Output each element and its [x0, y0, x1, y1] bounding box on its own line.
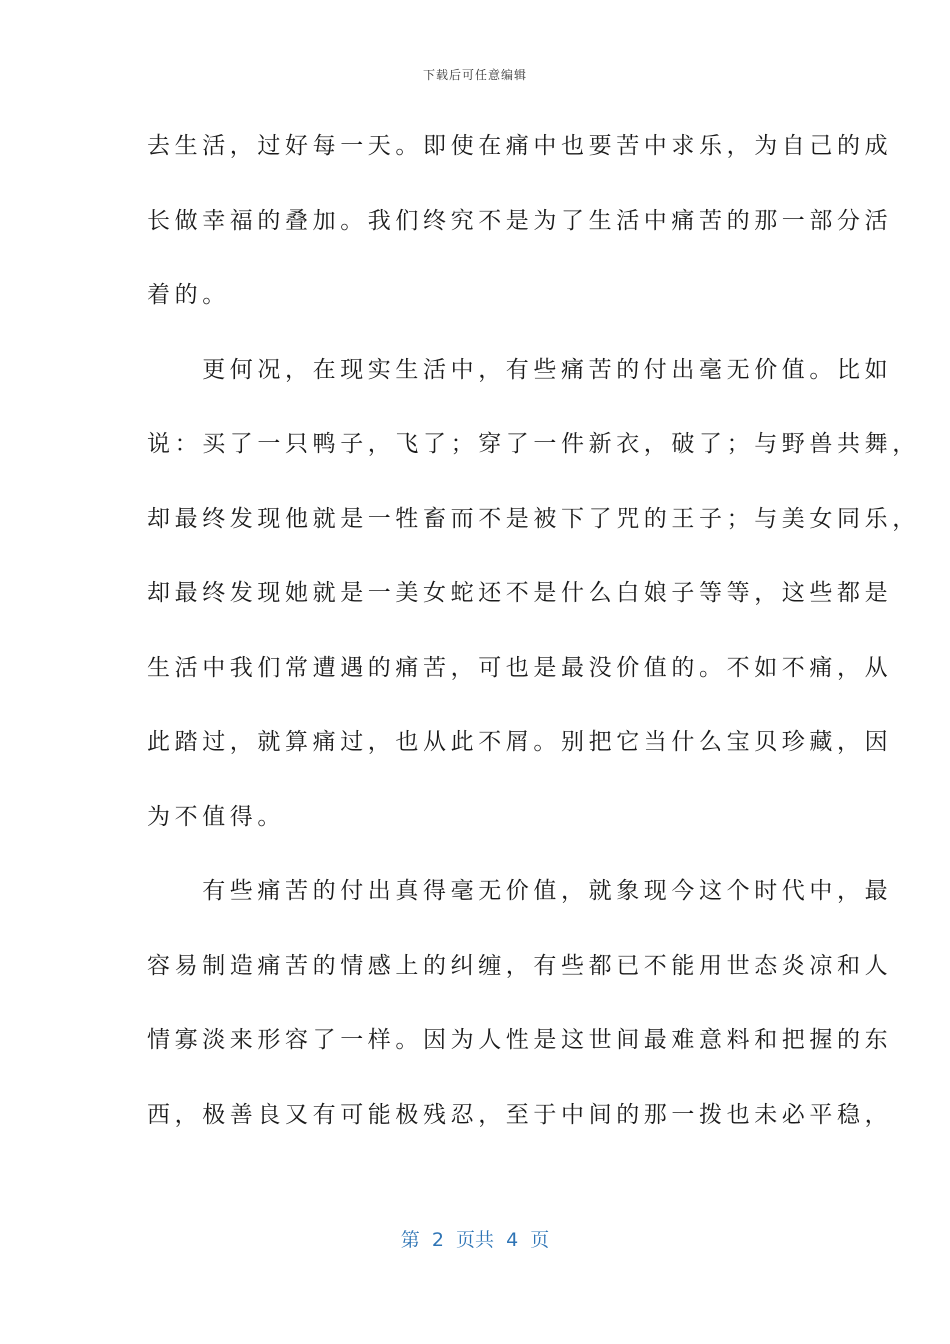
text-line: 着的。 [147, 282, 230, 308]
text-line: 容易制造痛苦的情感上的纠缠，有些都已不能用世态炎凉和人 [147, 952, 893, 979]
text-line: 去生活，过好每一天。即使在痛中也要苦中求乐，为自己的成 [147, 133, 893, 159]
page-number-footer: 第 2 页共 4 页 [400, 1229, 550, 1251]
text-line: 西，极善良又有可能极残忍，至于中间的那一拨也未必平稳， [147, 1101, 893, 1128]
text-line: 说：买了一只鸭子，飞了；穿了一件新衣，破了；与野兽共舞， [147, 431, 920, 457]
text-line: 却最终发现她就是一美女蛇还不是什么白娘子等等，这些都是 [147, 580, 893, 606]
text-line: 生活中我们常遭遇的痛苦，可也是最没价值的。不如不痛，从 [147, 654, 893, 681]
text-line: 有些痛苦的付出真得毫无价值，就象现今这个时代中，最 [147, 878, 893, 904]
text-line: 长做幸福的叠加。我们终究不是为了生活中痛苦的那一部分活 [147, 207, 893, 234]
text-line: 情寡淡来形容了一样。因为人性是这世间最难意料和把握的东 [147, 1027, 893, 1053]
text-line: 为不值得。 [147, 803, 285, 830]
text-line: 却最终发现他就是一牲畜而不是被下了咒的王子；与美女同乐， [147, 505, 920, 532]
text-line: 此踏过，就算痛过，也从此不屑。别把它当什么宝贝珍藏，因 [147, 729, 893, 755]
text-line: 更何况，在现实生活中，有些痛苦的付出毫无价值。比如 [147, 356, 893, 383]
body-text [147, 117, 920, 1160]
page-header: 下载后可任意编辑 [422, 68, 527, 82]
